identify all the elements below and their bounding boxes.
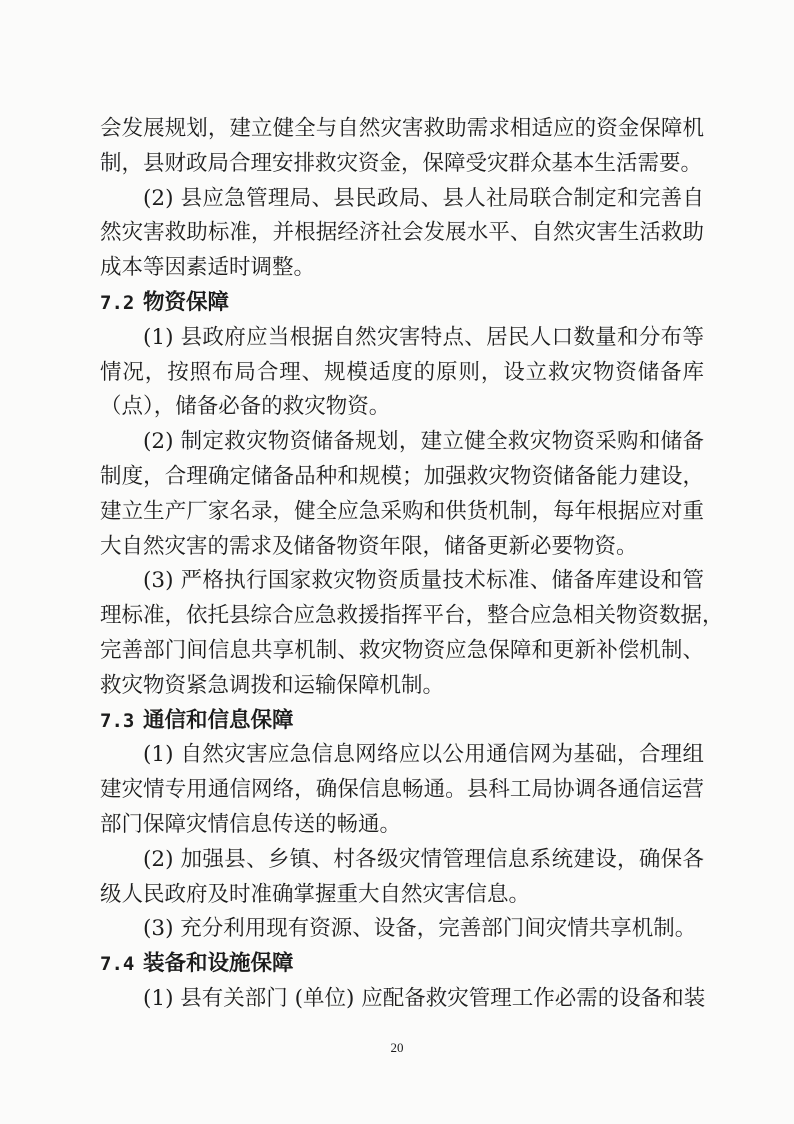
paragraph (100, 982, 704, 1017)
text-line: (3) 充分利用现有资源、设备，完善部门间灾情共享机制。 (143, 916, 697, 942)
paragraph (100, 425, 704, 564)
paragraph (100, 843, 704, 913)
paragraph (100, 564, 724, 703)
text-line: 然灾害救助标准，并根据经济社会发展水平、自然灾害生活救助 (100, 220, 704, 246)
paragraph (100, 912, 704, 947)
text-line: 级人民政府及时准确掌握重大自然灾害信息。 (100, 881, 531, 907)
text-line: 大自然灾害的需求及储备物资年限，储备更新必要物资。 (100, 533, 638, 559)
paragraph (100, 321, 704, 425)
text-line: 建立生产厂家名录，健全应急采购和供货机制，每年根据应对重 (100, 498, 704, 524)
text-line: 制度，合理确定储备品种和规模；加强救灾物资储备能力建设， (100, 463, 704, 489)
text-line: 会发展规划，建立健全与自然灾害救助需求相适应的资金保障机 (100, 116, 704, 141)
section-number: 7.4 (100, 953, 135, 976)
text-line: 建灾情专用通信网络，确保信息畅通。县科工局协调各通信运营 (100, 777, 704, 803)
section-number: 7.3 (100, 709, 135, 732)
text-line: (1) 县政府应当根据自然灾害特点、居民人口数量和分布等 (143, 324, 704, 350)
document-body (100, 112, 724, 1017)
text-line: （点），储备必备的救灾物资。 (100, 394, 391, 420)
section-number: 7.2 (100, 291, 135, 314)
paragraph (100, 738, 704, 842)
text-line: 成本等因素适时调整。 (100, 255, 316, 281)
text-line: (2) 县应急管理局、县民政局、县人社局联合制定和完善自 (143, 185, 704, 211)
text-line: (1) 自然灾害应急信息网络应以公用通信网为基础，合理组 (143, 742, 704, 768)
section-heading (100, 286, 704, 321)
text-line: (1) 县有关部门 (单位) 应配备救灾管理工作必需的设备和装 (143, 985, 706, 1011)
paragraph (100, 112, 704, 182)
section-heading (100, 947, 704, 982)
text-line: (2) 制定救灾物资储备规划，建立健全救灾物资采购和储备 (143, 429, 704, 455)
text-line: (2) 加强县、乡镇、村各级灾情管理信息系统建设，确保各 (143, 846, 704, 872)
text-line: 完善部门间信息共享机制、救灾物资应急保障和更新补偿机制、 (100, 637, 704, 663)
section-title: 物资保障 (143, 289, 230, 315)
text-line: 救灾物资紧急调拨和运输保障机制。 (100, 672, 445, 698)
section-heading (100, 704, 704, 739)
text-line: (3) 严格执行国家救灾物资质量技术标准、储备库建设和管 (143, 568, 704, 594)
section-title: 装备和设施保障 (143, 951, 294, 977)
section-title: 通信和信息保障 (143, 707, 294, 733)
paragraph (100, 182, 704, 286)
page-number: 20 (390, 1040, 404, 1055)
text-line: 部门保障灾情信息传送的畅通。 (100, 811, 402, 837)
text-line: 理标准，依托县综合应急救援指挥平台，整合应急相关物资数据， (100, 603, 724, 629)
text-line: 情况，按照布局合理、规模适度的原则，设立救灾物资储备库 (100, 359, 704, 385)
text-line: 制，县财政局合理安排救灾资金，保障受灾群众基本生活需要。 (100, 150, 703, 176)
